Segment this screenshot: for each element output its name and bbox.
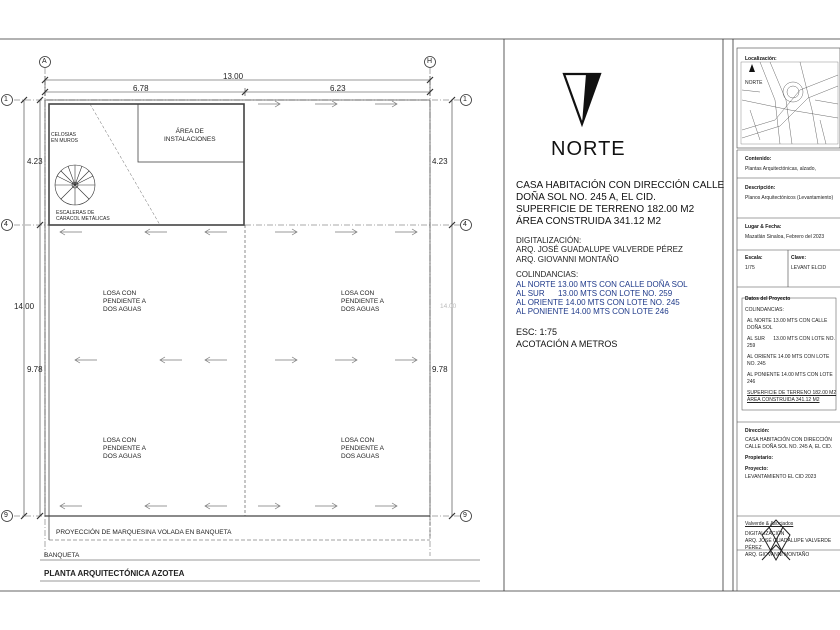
- dim-bottom-height-left: 9.78: [27, 365, 43, 374]
- colindancias-title: COLINDANCIAS:: [516, 270, 579, 279]
- dim-ghost-right: 14.00: [440, 303, 457, 310]
- plan-title: PLANTA ARQUITECTÓNICA AZOTEA: [44, 569, 185, 578]
- installations-area-label: ÁREA DE INSTALACIONES: [164, 128, 216, 143]
- lattice-walls-label: CELOSIAS EN MUROS: [51, 132, 78, 144]
- surface-built: ÁREA CONSTRUIDA 341.12 M2: [516, 216, 662, 227]
- dim-left-width: 6.78: [133, 84, 149, 93]
- descripcion-value: Planos Arquitectónicos (Levantamiento): [745, 195, 834, 201]
- datos-line-north: AL NORTE 13.00 MTS CON CALLE DOÑA SOL: [747, 318, 828, 331]
- datos-colindancias-label: COLINDANCIAS:: [745, 307, 784, 313]
- digitalization-title: DIGITALIZACIÓN:: [516, 236, 582, 245]
- lugar-label: Lugar & Fecha:: [745, 224, 782, 230]
- canopy-projection-label: PROYECCIÓN DE MARQUESINA VOLADA EN BANQUETA: [56, 529, 232, 536]
- scale-label: ESC: 1:75: [516, 327, 558, 337]
- heading-line-1: CASA HABITACIÓN CON DIRECCIÓN CALLE: [516, 180, 725, 191]
- axis-label-4-right: 4: [463, 221, 467, 228]
- proyecto-label: Proyecto:: [745, 466, 769, 472]
- digitalization-line-2: ARQ. GIOVANNI MONTAÑO: [516, 255, 619, 264]
- north-label: NORTE: [551, 138, 626, 160]
- axis-label-9-left: 9: [4, 512, 8, 519]
- datos-line-south: AL SUR 13.00 MTS CON LOTE NO. 259: [747, 336, 835, 349]
- clave-value: LEVANT ELCID: [791, 265, 827, 271]
- descripcion-label: Descripción:: [745, 185, 776, 191]
- direccion-label: Dirección:: [745, 428, 770, 434]
- firm-line-2: ARQ. JOSÉ GUADALUPE VALVERDE PÉREZ: [745, 538, 832, 551]
- colindancia-south: AL SUR 13.00 MTS CON LOTE NO. 259: [516, 289, 673, 298]
- north-arrow-icon: [564, 74, 600, 124]
- escala-label: Escala:: [745, 255, 763, 261]
- colindancia-north: AL NORTE 13.00 MTS CON CALLE DOÑA SOL: [516, 280, 688, 289]
- dim-bottom-height-right: 9.78: [432, 365, 448, 374]
- axis-bubbles: [2, 57, 472, 522]
- datos-proyecto-label: Datos del Proyecto: [745, 296, 791, 302]
- spiral-stair: [55, 165, 95, 205]
- slab-label-top-right: LOSA CON PENDIENTE A DOS AGUAS: [341, 290, 384, 313]
- escala-value: 1/75: [745, 265, 755, 271]
- dim-total-height: 14.00: [14, 302, 35, 311]
- direccion-value: CASA HABITACIÓN CON DIRECCIÓN CALLE DOÑA SOL NO. 245 A, EL CID.: [745, 437, 833, 450]
- colindancia-east: AL ORIENTE 14.00 MTS CON LOTE NO. 245: [516, 298, 680, 307]
- location-map: [741, 62, 838, 144]
- lugar-value: Mazatlán Sinaloa, Febrero del 2023: [745, 234, 825, 240]
- axis-label-1-right: 1: [463, 96, 467, 103]
- axis-label-1-left: 1: [4, 96, 8, 103]
- map-north-label: NORTE: [745, 80, 763, 86]
- dim-total-width: 13.00: [223, 72, 244, 81]
- slab-label-bottom-left: LOSA CON PENDIENTE A DOS AGUAS: [103, 437, 146, 460]
- proyecto-value: LEVANTAMIENTO EL CID 2023: [745, 474, 817, 480]
- digitalization-line-1: ARQ. JOSÉ GUADALUPE VALVERDE PÉREZ: [516, 245, 683, 254]
- spiral-stair-label: ESCALERAS DE CARACOL METÁLICAS: [56, 210, 110, 222]
- sidewalk-label: BANQUETA: [44, 552, 80, 559]
- dim-top-height-left: 4.23: [27, 157, 43, 166]
- axis-label-4-left: 4: [4, 221, 8, 228]
- firm-line-3: ARQ. GIOVANNI MONTAÑO: [745, 552, 810, 558]
- slab-label-top-left: LOSA CON PENDIENTE A DOS AGUAS: [103, 290, 146, 313]
- surface-land: SUPERFICIE DE TERRENO 182.00 M2: [516, 204, 695, 215]
- datos-line-west: AL PONIENTE 14.00 MTS CON LOTE 246: [747, 372, 833, 385]
- localizacion-label: Localización:: [745, 56, 777, 62]
- datos-line-east: AL ORIENTE 14.00 MTS CON LOTE NO. 245: [747, 354, 830, 367]
- acotacion-label: ACOTACIÓN A METROS: [516, 339, 618, 349]
- dim-top-height-right: 4.23: [432, 157, 448, 166]
- dim-right-width: 6.23: [330, 84, 346, 93]
- contenido-value: Plantas Arquitectónicas, alzado,: [745, 166, 816, 172]
- clave-label: Clave:: [791, 255, 807, 261]
- axis-label-h: H: [427, 58, 433, 65]
- datos-surface-built: ÁREA CONSTRUIDA 341.12 M2: [747, 397, 820, 403]
- colindancia-west: AL PONIENTE 14.00 MTS CON LOTE 246: [516, 307, 669, 316]
- axis-label-9-right: 9: [463, 512, 467, 519]
- heading-line-2: DOÑA SOL NO. 245 A, EL CID.: [516, 192, 656, 203]
- contenido-label: Contenido:: [745, 156, 772, 162]
- axis-label-a: A: [42, 58, 47, 65]
- firm-line-1: DIGITALIZACIÓN: [745, 531, 785, 537]
- propietario-label: Propietario:: [745, 455, 774, 461]
- datos-surface-land: SUPERFICIE DE TERRENO 182.00 M2: [747, 390, 837, 396]
- firm-name: Valverde & Asociados: [745, 521, 794, 527]
- slab-label-bottom-right: LOSA CON PENDIENTE A DOS AGUAS: [341, 437, 384, 460]
